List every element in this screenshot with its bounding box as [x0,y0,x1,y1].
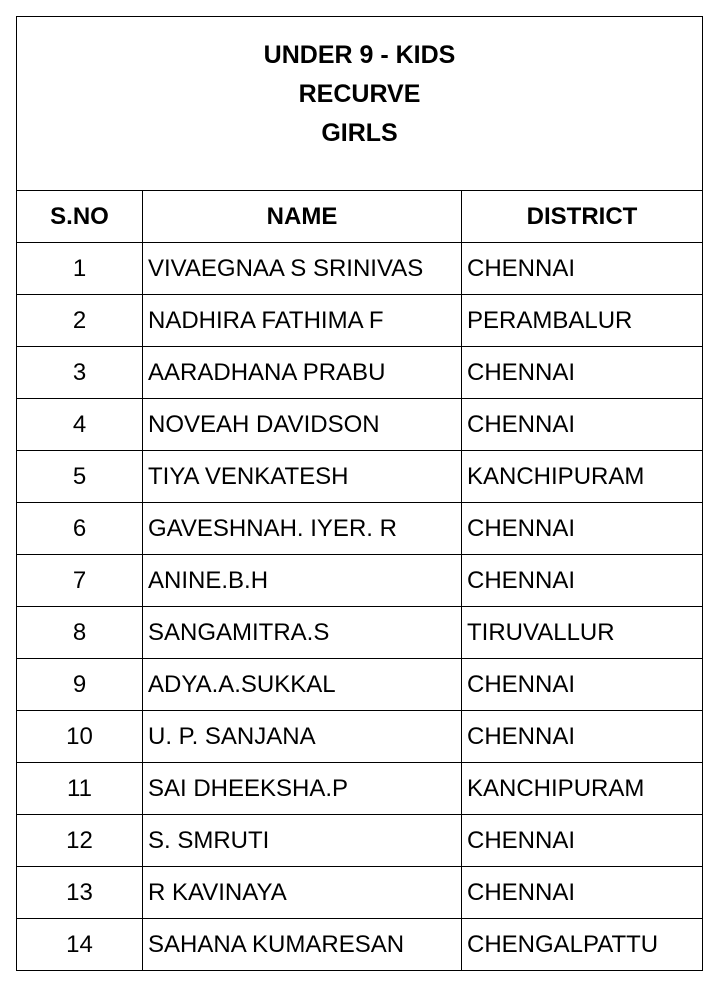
cell-sno: 8 [17,607,143,659]
cell-sno: 4 [17,399,143,451]
table-row [17,607,703,659]
cell-name: SANGAMITRA.S [143,607,462,659]
cell-sno: 7 [17,555,143,607]
header-row [17,191,703,243]
table-row [17,867,703,919]
cell-sno: 3 [17,347,143,399]
cell-district: CHENNAI [462,399,703,451]
cell-district: CHENNAI [462,243,703,295]
table-row [17,503,703,555]
cell-sno: 10 [17,711,143,763]
title-line-discipline: RECURVE [298,80,421,108]
title-line-group: GIRLS [321,119,398,147]
table-title [17,17,703,191]
cell-district: CHENNAI [462,815,703,867]
table-row [17,243,703,295]
cell-sno: 9 [17,659,143,711]
header-sno: S.NO [17,191,143,243]
cell-district: CHENNAI [462,503,703,555]
header-name: NAME [143,191,462,243]
cell-name: S. SMRUTI [143,815,462,867]
cell-name: SAI DHEEKSHA.P [143,763,462,815]
table-row [17,347,703,399]
table-row [17,399,703,451]
table-row [17,295,703,347]
table-row [17,815,703,867]
cell-district: CHENNAI [462,711,703,763]
cell-sno: 12 [17,815,143,867]
cell-district: PERAMBALUR [462,295,703,347]
cell-name: NOVEAH DAVIDSON [143,399,462,451]
cell-district: KANCHIPURAM [462,763,703,815]
cell-name: R KAVINAYA [143,867,462,919]
cell-name: VIVAEGNAA S SRINIVAS [143,243,462,295]
cell-name: GAVESHNAH. IYER. R [143,503,462,555]
table-row [17,919,703,971]
cell-district: CHENNAI [462,347,703,399]
cell-sno: 5 [17,451,143,503]
cell-district: CHENNAI [462,555,703,607]
table-row [17,659,703,711]
title-row [17,17,703,191]
cell-name: AARADHANA PRABU [143,347,462,399]
cell-district: CHENNAI [462,867,703,919]
table-row [17,555,703,607]
cell-district: CHENGALPATTU [462,919,703,971]
cell-district: CHENNAI [462,659,703,711]
cell-name: SAHANA KUMARESAN [143,919,462,971]
cell-name: TIYA VENKATESH [143,451,462,503]
table-row [17,451,703,503]
cell-sno: 2 [17,295,143,347]
cell-sno: 13 [17,867,143,919]
cell-sno: 14 [17,919,143,971]
cell-sno: 1 [17,243,143,295]
cell-district: TIRUVALLUR [462,607,703,659]
table-row [17,763,703,815]
header-district: DISTRICT [462,191,703,243]
title-line-category: UNDER 9 - KIDS [263,41,456,69]
cell-name: U. P. SANJANA [143,711,462,763]
cell-name: ADYA.A.SUKKAL [143,659,462,711]
participants-table [16,16,703,971]
cell-district: KANCHIPURAM [462,451,703,503]
cell-sno: 11 [17,763,143,815]
cell-name: NADHIRA FATHIMA F [143,295,462,347]
table-row [17,711,703,763]
cell-name: ANINE.B.H [143,555,462,607]
cell-sno: 6 [17,503,143,555]
